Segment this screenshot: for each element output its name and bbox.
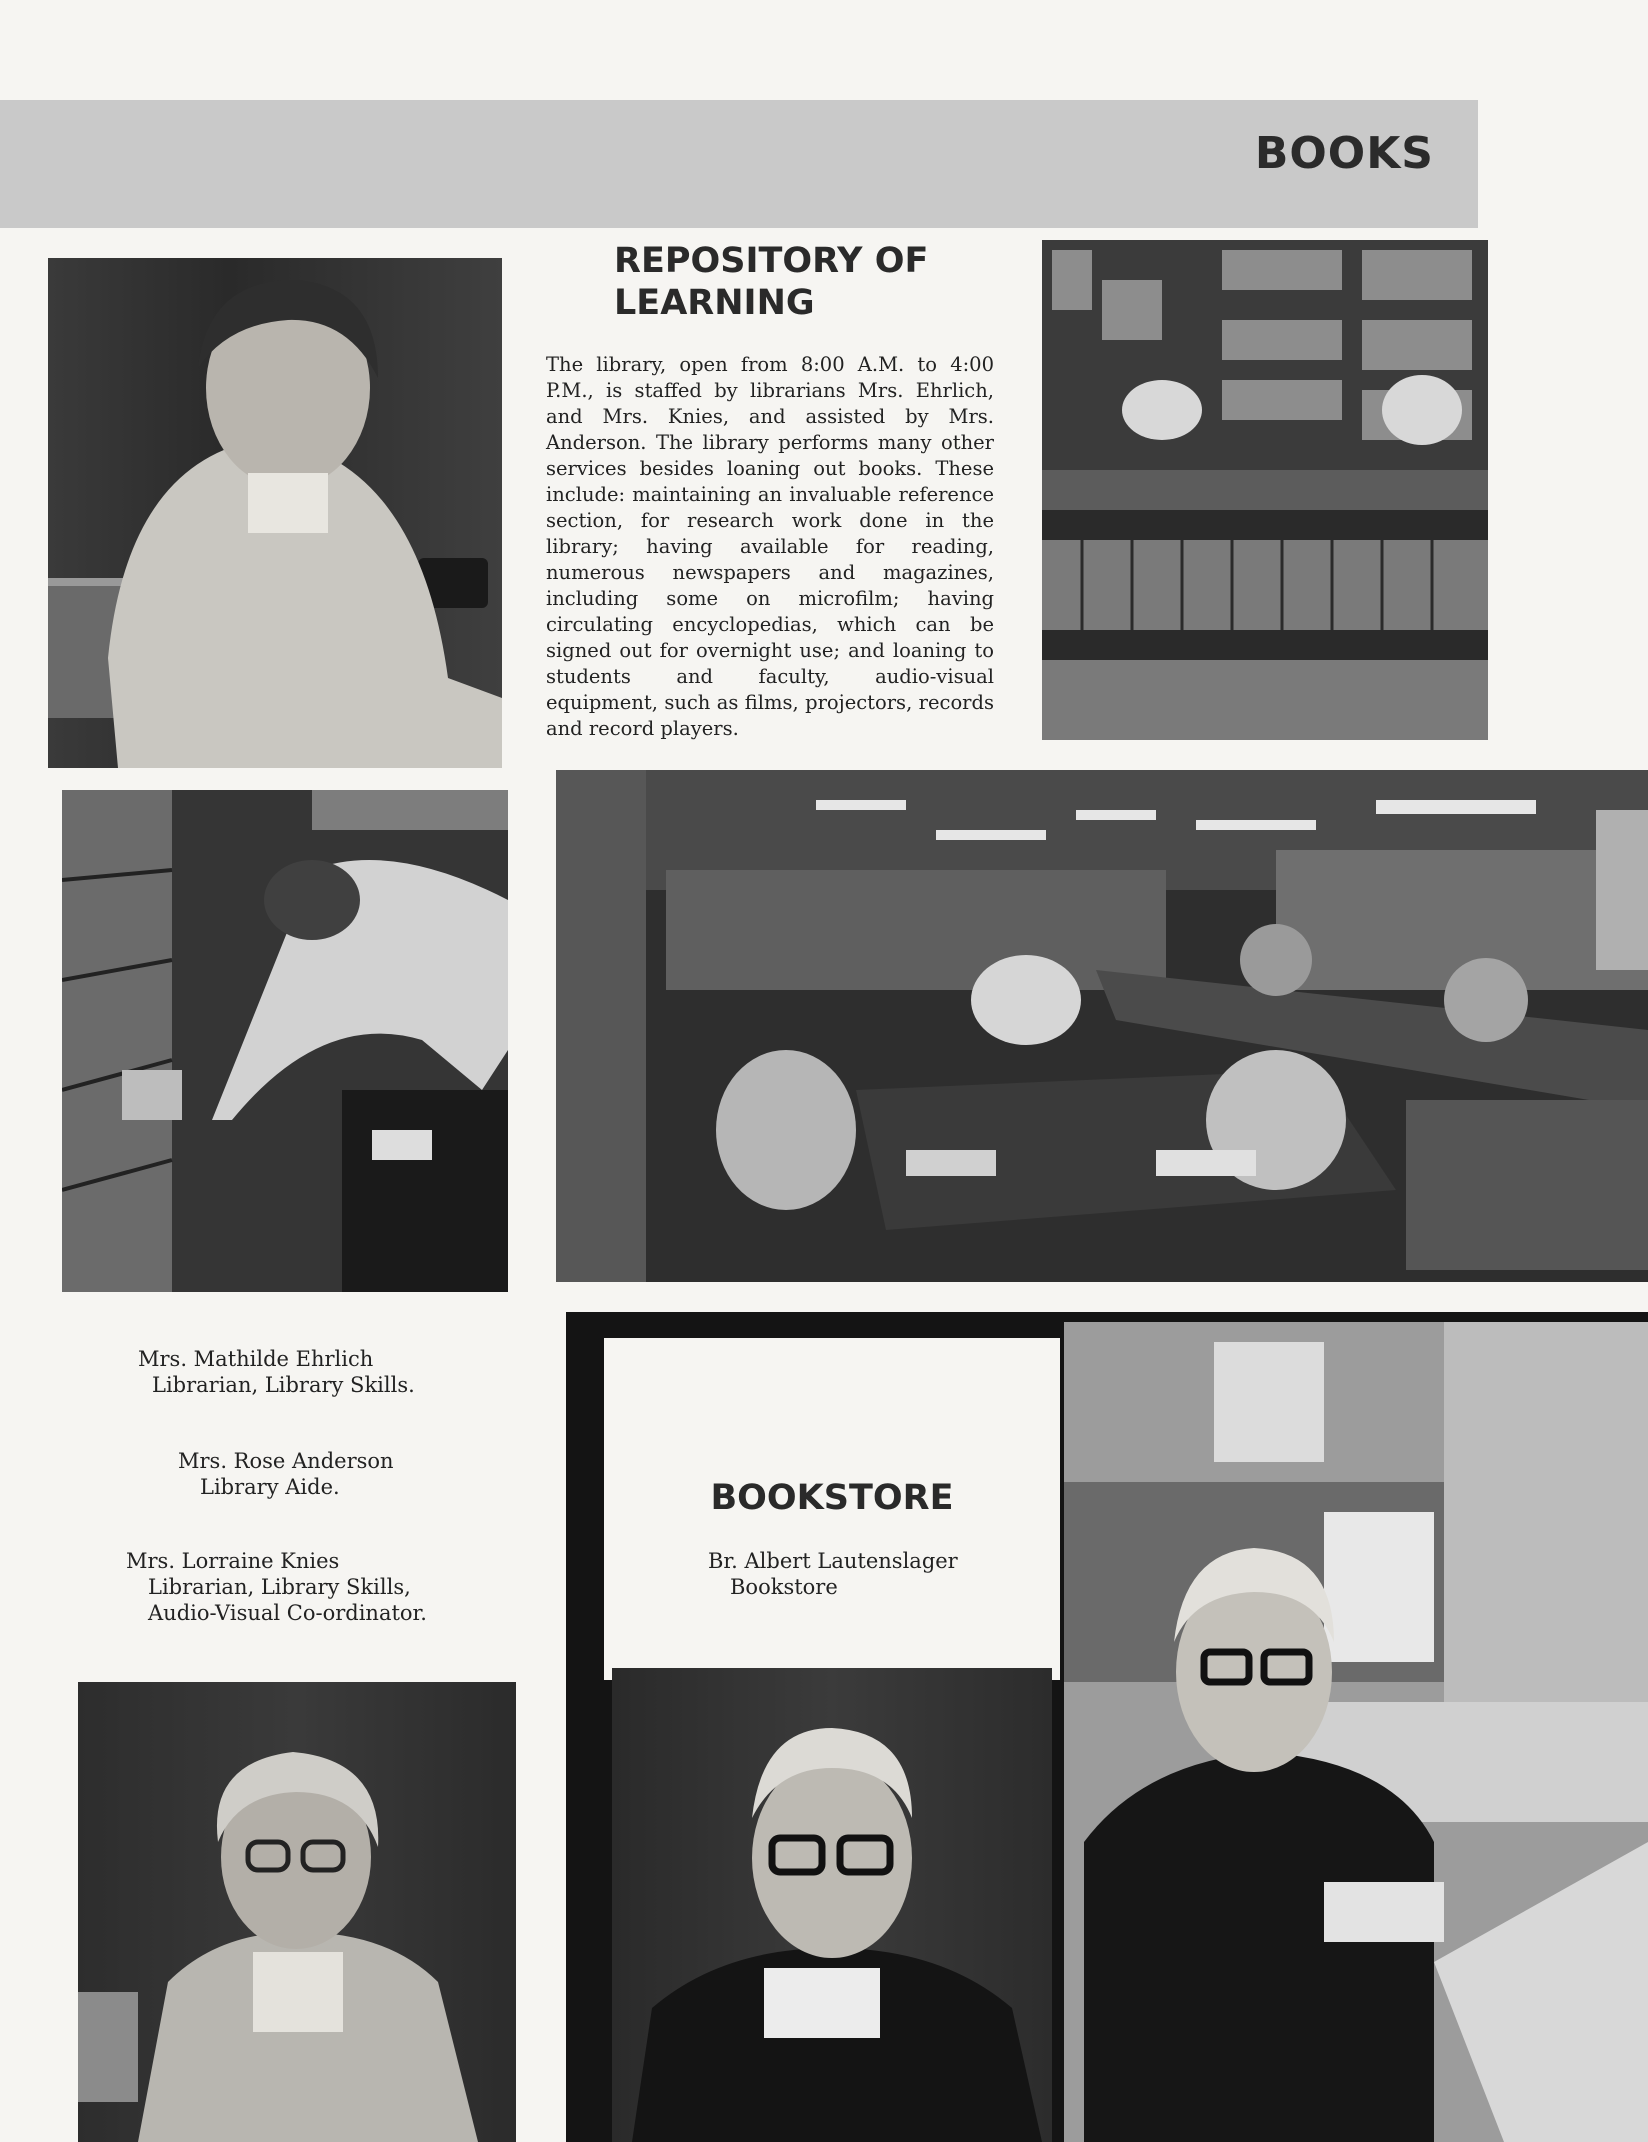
caption-lautenslager	[708, 1548, 958, 1600]
article-body: The library, open from 8:00 A.M. to 4:00 P.M., is staffed by librarians Mrs. Ehrlich, and Mrs. Knies, and assisted by Mrs. Anderson. The library performs many other services besides loaning out books. These include: maintaining an invaluable reference section, for research work done in the library; having available for reading, numerous newspapers and magazines, including some on microfilm; having circulating encyclopedias, which can be signed out for overnight use; and loaning to students and faculty, audio-visual equipment, such as films, projectors, records and record players.	[546, 353, 994, 740]
photo-bookstore-counter	[1064, 1322, 1648, 2142]
photo-reading-room	[556, 770, 1648, 1282]
article-headline-line2: LEARNING	[614, 283, 815, 323]
photo-anderson-shelving	[62, 790, 508, 1292]
caption-knies	[126, 1548, 427, 1626]
caption-lautenslager-role: Bookstore	[730, 1575, 838, 1599]
caption-ehrlich	[138, 1346, 415, 1398]
bookstore-title: BOOKSTORE	[710, 1478, 954, 1518]
caption-lautenslager-name: Br. Albert Lautenslager	[708, 1549, 958, 1573]
article-headline	[614, 240, 994, 324]
caption-anderson-name: Mrs. Rose Anderson	[178, 1449, 394, 1473]
caption-anderson-role: Library Aide.	[200, 1475, 340, 1499]
caption-knies-role: Librarian, Library Skills,	[148, 1575, 411, 1599]
photo-lautenslager-portrait	[612, 1668, 1052, 2142]
photo-ehrlich-portrait	[48, 258, 502, 768]
caption-ehrlich-name: Mrs. Mathilde Ehrlich	[138, 1347, 374, 1371]
caption-knies-role2: Audio-Visual Co-ordinator.	[148, 1601, 427, 1625]
article-headline-line1: REPOSITORY OF	[614, 241, 929, 281]
photo-students-reading-shelves	[1042, 240, 1488, 740]
section-header-band	[0, 100, 1478, 228]
section-title: BOOKS	[1254, 128, 1434, 179]
photo-knies-portrait	[78, 1682, 516, 2142]
caption-anderson	[178, 1448, 394, 1500]
caption-ehrlich-role: Librarian, Library Skills.	[152, 1373, 415, 1397]
caption-knies-name: Mrs. Lorraine Knies	[126, 1549, 340, 1573]
